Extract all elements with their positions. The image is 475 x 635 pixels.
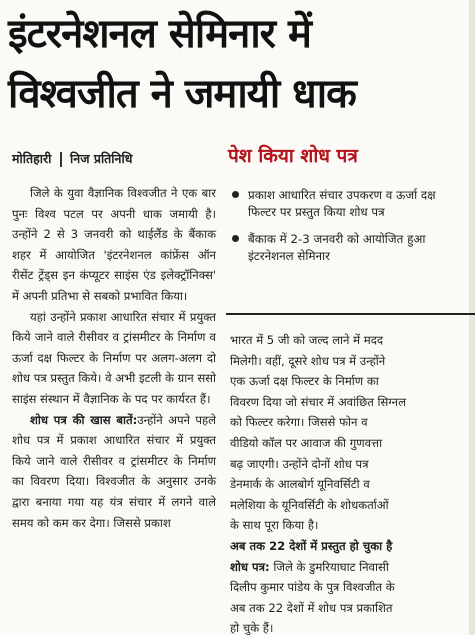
bullet-item	[230, 187, 458, 221]
text-line: को फिल्टर करेगा। जिससे फोन व	[230, 415, 368, 430]
article-right-column	[230, 330, 475, 635]
reporter-credit: निज प्रतिनिधि	[70, 151, 133, 166]
headline-line-2: विश्वजीत ने जमायी धाक	[8, 71, 356, 117]
section-divider	[226, 313, 475, 315]
bullet-text: प्रकाश आधारित संचार उपकरण व ऊर्जा दक्ष फिल्टर पर प्रस्तुत किया शोध पत्र	[248, 188, 436, 219]
bullet-dot-icon	[232, 235, 239, 242]
headline-line-1: इंटरनेशनल सेमिनार में	[8, 11, 311, 57]
dateline-place: मोतिहारी	[12, 151, 52, 166]
paragraph-1: जिले के युवा वैज्ञानिक विश्वजीत ने एक बार पुनः विश्व पटल पर अपनी धाक जमायी है। उन्होंने 2 से 3 जनवरी को थाईलैंड के बैंकाक शहर में आयोजित 'इंटरनेशनल कांफ्रेंस ऑन रीसेंट ट्रेंड्स इन कंप्यूटर साइंस एंड इलेक्ट्रॉनिक्स' में अपनी प्रतिभा से सबको प्रभावित किया।	[12, 186, 216, 303]
text-line: के साथ पूरा किया है।	[230, 518, 319, 533]
text-line: दिलीप कुमार पांडेय के पुत्र विश्वजीत के	[230, 580, 395, 595]
text-line: एक ऊर्जा दक्ष फिल्टर के निर्माण का	[230, 374, 379, 389]
byline-divider	[60, 152, 62, 167]
text-line: अब तक 22 देशों में शोध पत्र प्रकाशित	[230, 600, 393, 615]
text-line: डेनमार्क के आलबोर्ग यूनिवर्सिटी व	[230, 477, 370, 492]
text-line	[230, 557, 475, 578]
highlight-bullets	[230, 187, 458, 275]
byline	[12, 150, 132, 167]
text-line: बढ़ जाएगी। उन्होंने दोनों शोध पत्र	[230, 456, 369, 471]
text-line: मलेशिया के यूनिवर्सिटी के शोधकर्ताओं	[230, 497, 389, 512]
paragraph-2: यहां उन्होंने प्रकाश आधारित संचार में प्रयुक्त किये जाने वाले रीसीवर व ट्रांसमीटर के निर्माण व ऊर्जा दक्ष फिल्टर के निर्माण पर अलग-अलग दो शोध पत्र प्रस्तुत किये। वे अभी इटली के ग्रान ससो साइंस संस्थान में वैज्ञानिक के पद पर कार्यरत हैं।	[12, 309, 216, 406]
subheading-continued: शोध पत्र:	[230, 559, 270, 574]
text-line: भारत में 5 जी को जल्द लाने में मदद	[230, 333, 384, 347]
text-line: वीडियो कॉल पर आवाज की गुणवत्ता	[230, 435, 383, 450]
bullet-dot-icon	[232, 191, 239, 198]
subheading: अब तक 22 देशों में प्रस्तुत हो चुका है	[230, 538, 393, 553]
bullet-item	[230, 231, 458, 265]
paragraph-3	[12, 410, 216, 534]
text-line: हो चुके हैं।	[230, 621, 274, 635]
text-line: विवरण दिया जो संचार में अवांछित सिग्नल	[230, 394, 406, 409]
paragraph-3-lead: शोध पत्र की खास बातें:	[30, 412, 138, 427]
text-line-rest: जिले के डुमरियाघाट निवासी	[269, 559, 389, 574]
highlight-box-title: पेश किया शोध पत्र	[228, 145, 358, 167]
bullet-text: बैंकाक में 2-3 जनवरी को आयोजित हुआ इंटरनेशनल सेमिनार	[248, 232, 426, 263]
article-left-column	[12, 183, 216, 533]
paragraph-3-text: उन्होंने अपने पहले शोध पत्र में प्रकाश आधारित संचार में प्रयुक्त किये जाने वाले रीसीवर व ट्रांसमीटर के निर्माण का विवरण दिया। विश्वजीत के अनुसार उनके द्वारा बनाया गया यह यंत्र संचार में लगने वाले समय को कम कर देगा। जिससे प्रकाश	[12, 412, 217, 530]
text-line: मिलेगी। वहीं, दूसरे शोध पत्र में उन्होंने	[230, 353, 386, 368]
headline	[8, 4, 470, 124]
